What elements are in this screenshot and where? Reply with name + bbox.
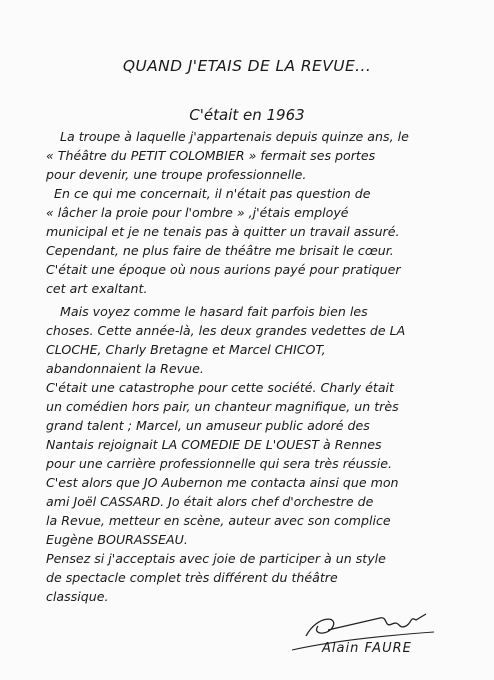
text-line: C'est alors que JO Aubernon me contacta ainsi que mon [46, 475, 399, 490]
text-line: classique. [46, 589, 109, 604]
text-line: ami Joël CASSARD. Jo était alors chef d'orchestre de [46, 494, 374, 509]
text-line: un comédien hors pair, un chanteur magnifique, un très [46, 399, 399, 414]
text-line: choses. Cette année-là, les deux grandes vedettes de LA [46, 323, 406, 338]
text-line: grand talent ; Marcel, un amuseur public adoré des [46, 418, 370, 433]
document-title: QUAND J'ETAIS DE LA REVUE... [122, 57, 372, 75]
document-subtitle: C'était en 1963 [189, 106, 305, 124]
document-body [46, 127, 442, 606]
text-line: de spectacle complet très différent du théâtre [46, 570, 338, 585]
text-line: Pensez si j'acceptais avec joie de participer à un style [46, 551, 386, 566]
paragraph [46, 549, 442, 606]
paragraph [46, 473, 442, 549]
text-line: CLOCHE, Charly Bretagne et Marcel CHICOT, [46, 342, 326, 357]
paragraph [46, 184, 442, 241]
text-line: Nantais rejoignait LA COMEDIE DE L'OUEST à Rennes [46, 437, 382, 452]
text-line: « lâcher la proie pour l'ombre » ,j'étais employé [46, 205, 349, 220]
text-line: municipal et je ne tenais pas à quitter un travail assuré. [46, 224, 400, 239]
text-line: la Revue, metteur en scène, auteur avec son complice [46, 513, 391, 528]
paragraph [46, 127, 442, 184]
text-line: Cependant, ne plus faire de théâtre me brisait le cœur. [46, 243, 394, 258]
text-line: Eugène BOURASSEAU. [46, 532, 188, 547]
paragraph [46, 302, 442, 378]
text-line: La troupe à laquelle j'appartenais depuis quinze ans, le [60, 129, 409, 144]
text-line: « Théâtre du PETIT COLOMBIER » fermait ses portes [46, 148, 376, 163]
text-line: abandonnaient la Revue. [46, 361, 204, 376]
text-line: En ce qui me concernait, il n'était pas question de [54, 186, 371, 201]
text-line: pour une carrière professionnelle qui sera très réussie. [46, 456, 392, 471]
paragraph [46, 378, 442, 473]
text-line: pour devenir, une troupe professionnelle. [46, 167, 307, 182]
text-line: Mais voyez comme le hasard fait parfois bien les [60, 304, 368, 319]
paragraph [46, 241, 442, 298]
text-line: C'était une époque où nous aurions payé pour pratiquer [46, 262, 401, 277]
text-line: C'était une catastrophe pour cette société. Charly était [46, 380, 394, 395]
signature-name: Alain FAURE [322, 641, 412, 656]
text-line: cet art exaltant. [46, 281, 148, 296]
